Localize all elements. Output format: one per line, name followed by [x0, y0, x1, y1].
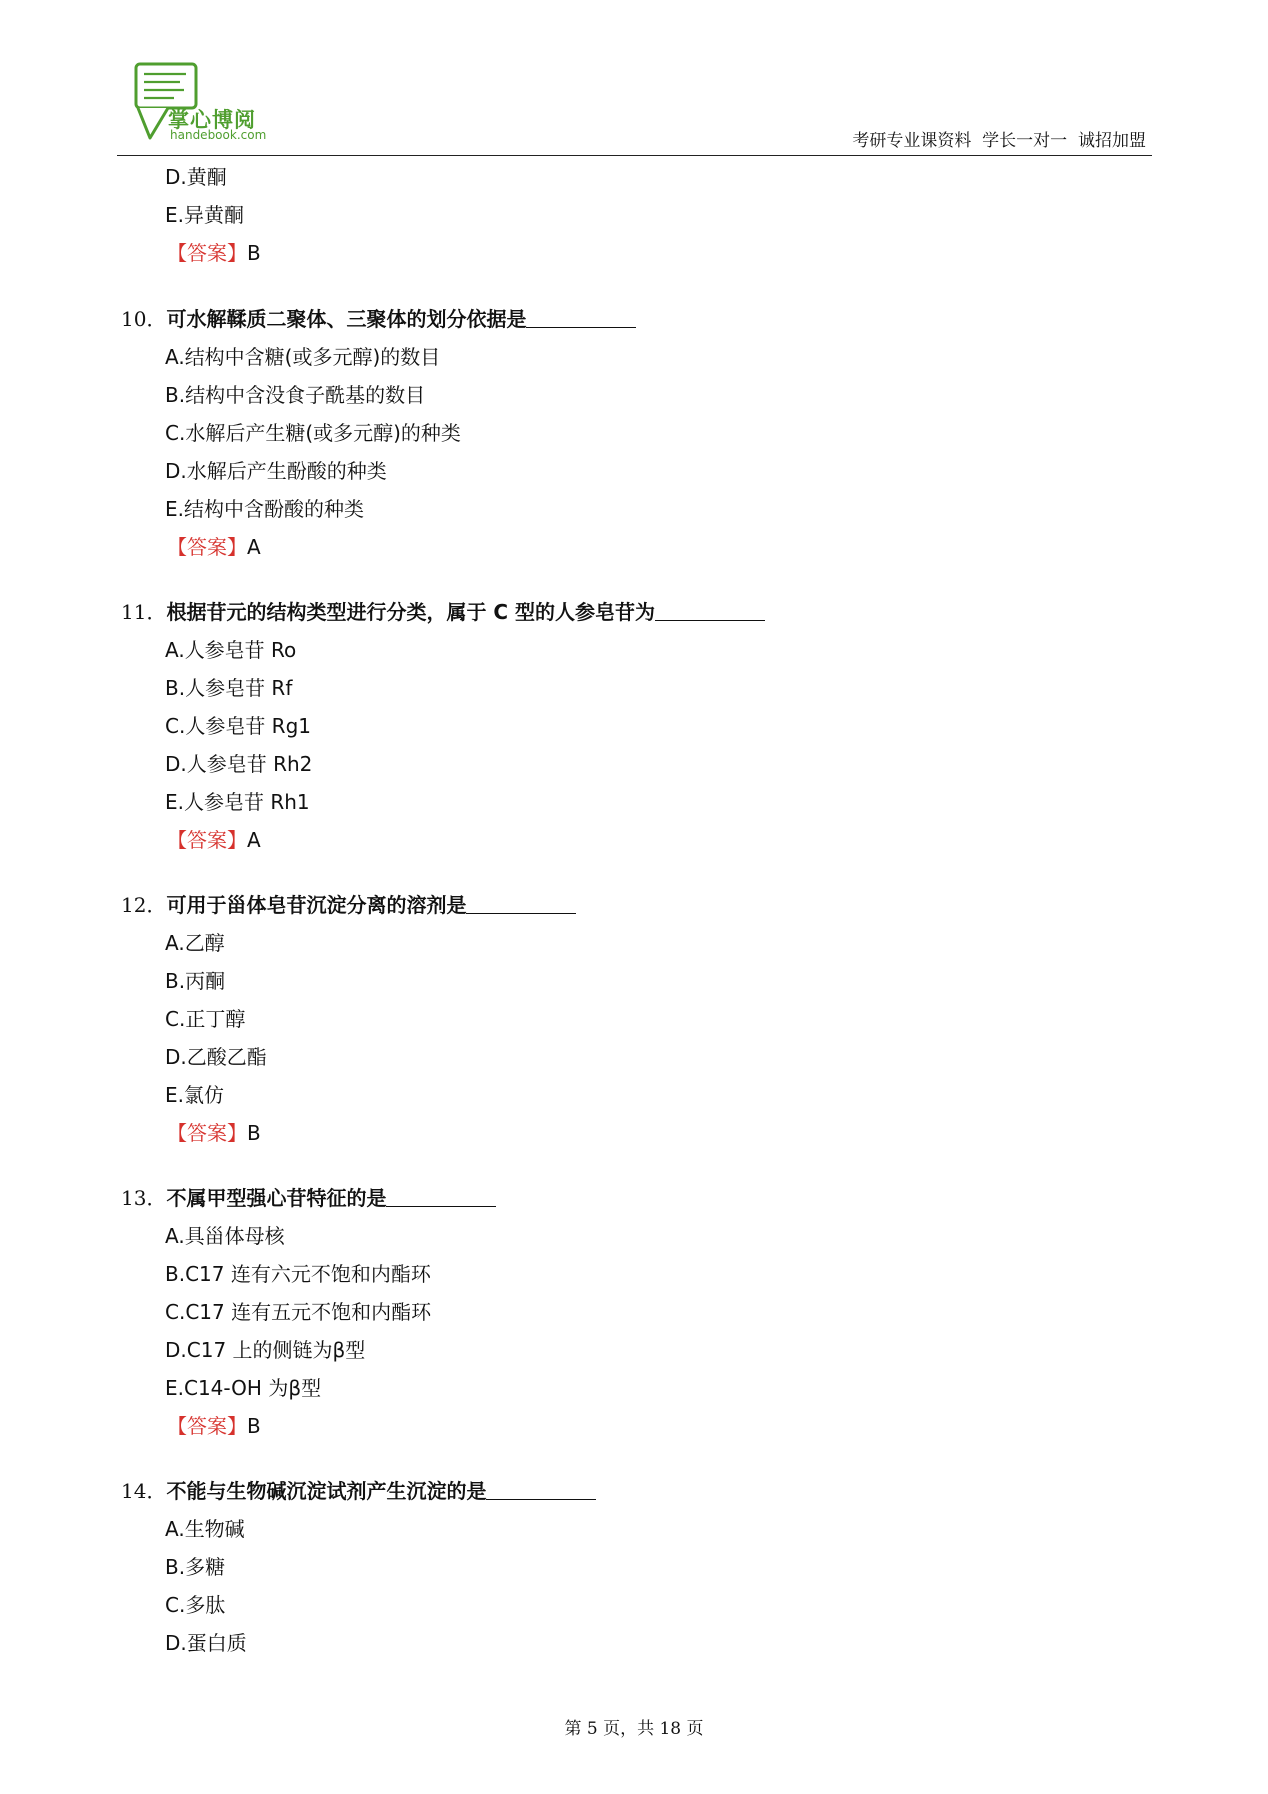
- header-slogan: 考研专业课资料 学长一对一 诚招加盟: [852, 131, 1146, 151]
- option-line: A.人参皂苷 Ro: [165, 638, 297, 662]
- answer-blank: [655, 600, 765, 621]
- option-line: E.氯仿: [165, 1083, 224, 1107]
- logo-text: 掌心博阅: [168, 108, 256, 132]
- option-line: D.乙酸乙酯: [165, 1045, 267, 1069]
- question-number: 11．: [121, 600, 167, 624]
- question-stem: [121, 892, 576, 918]
- question-number: 14．: [121, 1479, 167, 1503]
- option-line: D.蛋白质: [165, 1631, 247, 1655]
- option-line: B.C17 连有六元不饱和内酯环: [165, 1262, 431, 1286]
- page-footer: 第 5 页，共 18 页: [564, 1719, 704, 1739]
- answer-value: B: [247, 1121, 261, 1145]
- option-line: D.水解后产生酚酸的种类: [165, 459, 387, 483]
- answer-value: B: [247, 1414, 261, 1438]
- question-stem: [121, 1185, 496, 1211]
- answer-label: 【答案】: [167, 535, 247, 559]
- logo-url: handebook.com: [170, 128, 267, 142]
- answer-blank: [386, 1186, 496, 1207]
- option-line: E.异黄酮: [165, 203, 244, 227]
- answer-blank: [466, 893, 576, 914]
- header-divider: [117, 155, 1152, 156]
- answer-label: 【答案】: [167, 828, 247, 852]
- answer-label: 【答案】: [167, 241, 247, 265]
- answer-blank: [526, 307, 636, 328]
- option-line: C.水解后产生糖(或多元醇)的种类: [165, 421, 461, 445]
- answer-label: 【答案】: [167, 1414, 247, 1438]
- option-line: B.丙酮: [165, 969, 226, 993]
- question-number: 13．: [121, 1186, 167, 1210]
- option-line: C.人参皂苷 Rg1: [165, 714, 311, 738]
- option-line: C.多肽: [165, 1593, 226, 1617]
- answer-line: [167, 1413, 261, 1439]
- question-text: 不能与生物碱沉淀试剂产生沉淀的是: [166, 1479, 487, 1503]
- option-line: A.具甾体母核: [165, 1224, 285, 1248]
- option-line: A.乙醇: [165, 931, 225, 955]
- option-line: D.C17 上的侧链为β型: [165, 1338, 366, 1362]
- question-text: 可水解鞣质二聚体、三聚体的划分依据是: [166, 307, 527, 331]
- question-text: 可用于甾体皂苷沉淀分离的溶剂是: [166, 893, 467, 917]
- answer-label: 【答案】: [167, 1121, 247, 1145]
- answer-line: [167, 240, 261, 266]
- answer-blank: [486, 1479, 596, 1500]
- option-line: C.C17 连有五元不饱和内酯环: [165, 1300, 432, 1324]
- option-line: B.人参皂苷 Rf: [165, 676, 293, 700]
- answer-line: [167, 1120, 261, 1146]
- answer-line: [167, 827, 261, 853]
- question-stem: [121, 306, 636, 332]
- question-text: 根据苷元的结构类型进行分类，属于 C 型的人参皂苷为: [166, 600, 656, 624]
- answer-value: A: [247, 535, 261, 559]
- option-line: B.多糖: [165, 1555, 226, 1579]
- answer-value: A: [247, 828, 261, 852]
- option-line: E.人参皂苷 Rh1: [165, 790, 310, 814]
- answer-value: B: [247, 241, 261, 265]
- option-line: A.生物碱: [165, 1517, 245, 1541]
- option-line: C.正丁醇: [165, 1007, 246, 1031]
- question-text: 不属甲型强心苷特征的是: [166, 1186, 387, 1210]
- question-number: 10．: [121, 307, 167, 331]
- question-number: 12．: [121, 893, 167, 917]
- option-line: A.结构中含糖(或多元醇)的数目: [165, 345, 441, 369]
- question-stem: [121, 1478, 596, 1504]
- option-line: D.人参皂苷 Rh2: [165, 752, 313, 776]
- option-line: D.黄酮: [165, 165, 227, 189]
- answer-line: [167, 534, 261, 560]
- option-line: E.C14-OH 为β型: [165, 1376, 322, 1400]
- option-line: E.结构中含酚酸的种类: [165, 497, 364, 521]
- question-stem: [121, 599, 765, 625]
- option-line: B.结构中含没食子酰基的数目: [165, 383, 426, 407]
